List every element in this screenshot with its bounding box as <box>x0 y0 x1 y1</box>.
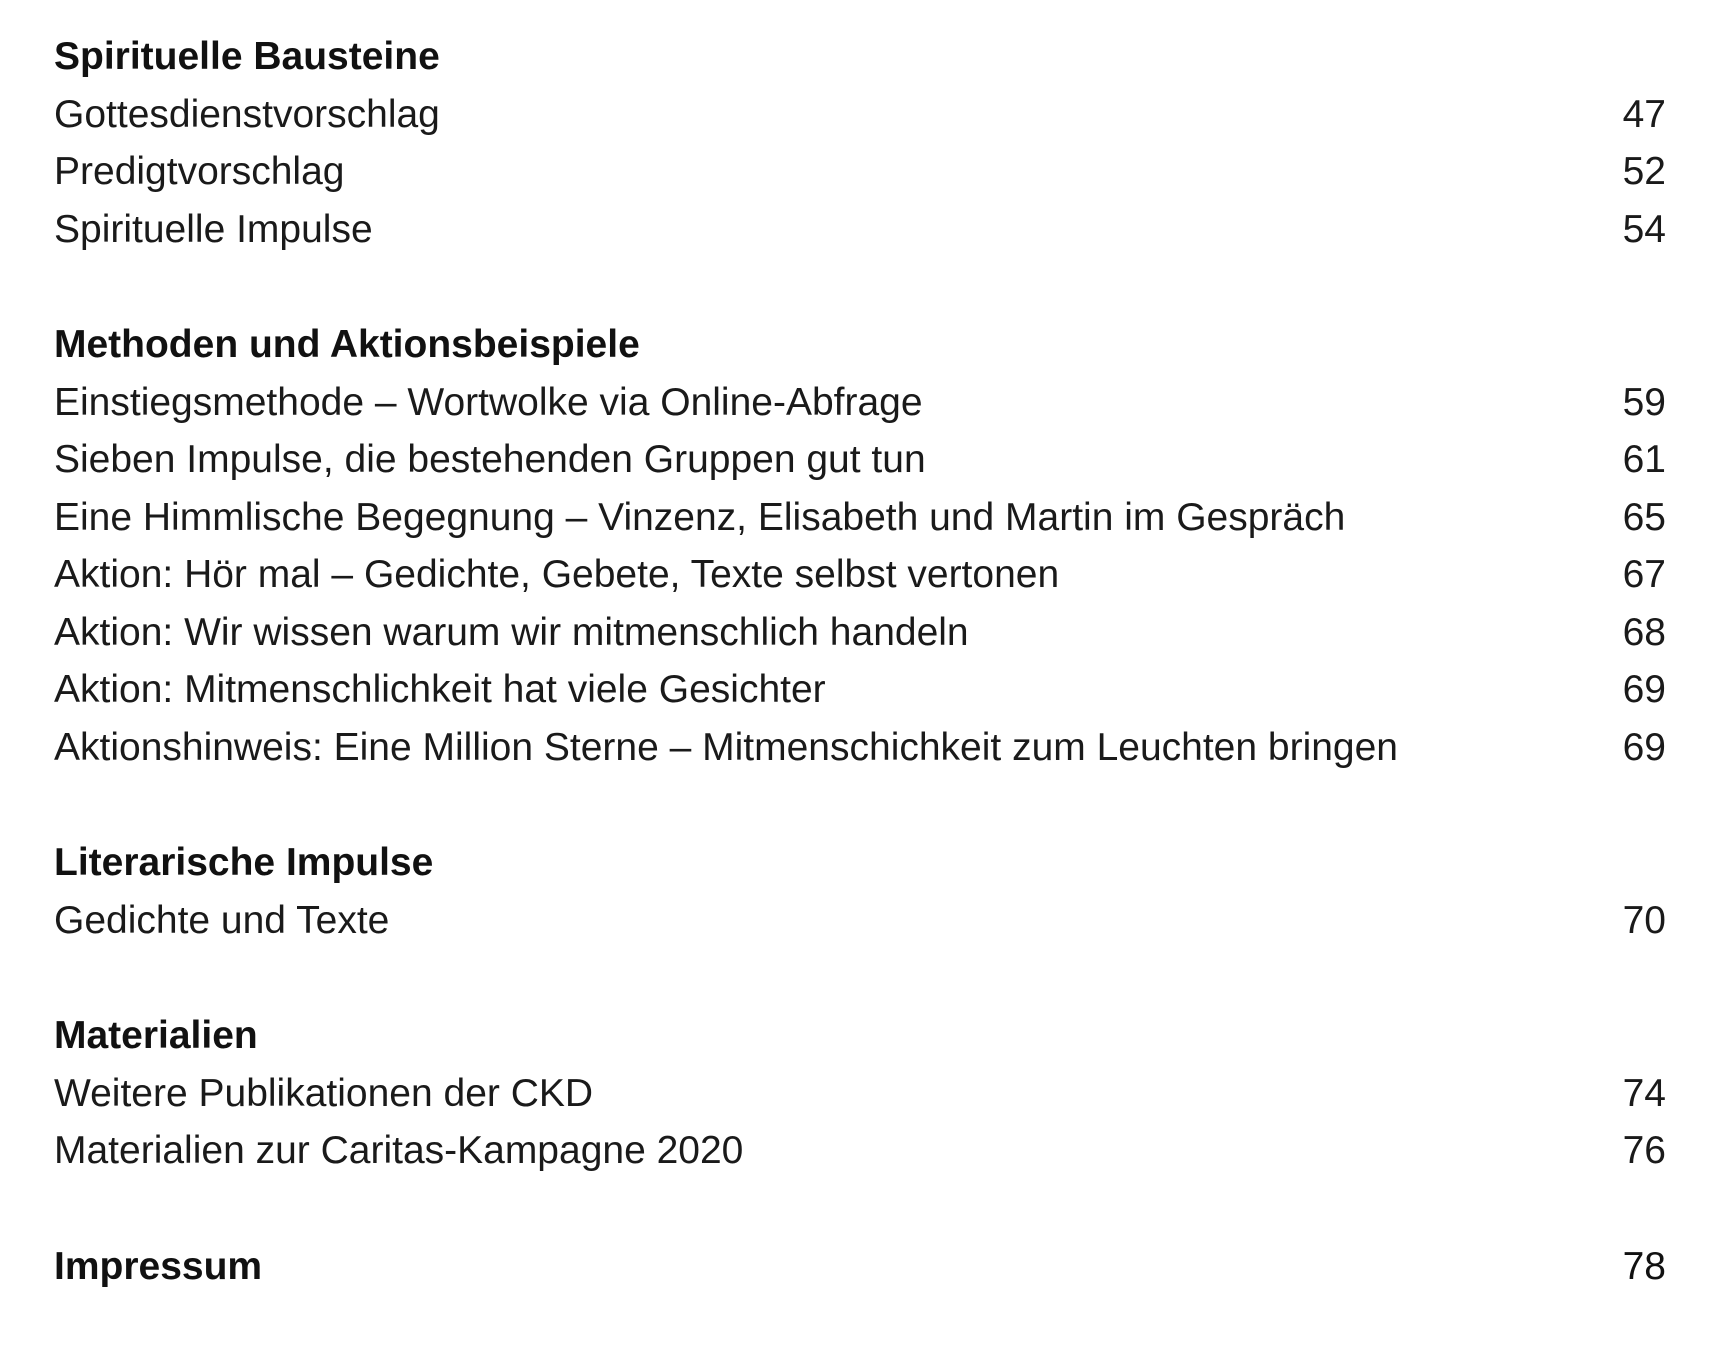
toc-entry[interactable] <box>54 201 1666 259</box>
toc-entry-page: 68 <box>1622 610 1666 654</box>
toc-entry-title: Predigtvorschlag <box>54 150 345 193</box>
section-heading-label: Literarische Impulse <box>54 841 434 884</box>
section-heading-label: Spirituelle Bausteine <box>54 35 440 78</box>
toc-entry-page: 54 <box>1622 207 1666 251</box>
toc-entry-title: Eine Himmlische Begegnung – Vinzenz, Elisabeth und Martin im Gespräch <box>54 495 1346 539</box>
toc-entry-title: Gottesdienstvorschlag <box>54 92 440 136</box>
toc-entry[interactable] <box>54 546 1666 604</box>
toc-entry-page: 76 <box>1622 1129 1666 1172</box>
toc-entry-title: Sieben Impulse, die bestehenden Gruppen gut tun <box>54 438 926 481</box>
section-heading-label: Impressum <box>54 1244 263 1288</box>
toc-section-literarische-impulse <box>54 834 1666 949</box>
toc-entry-title: Aktionshinweis: Eine Million Sterne – Mitmenschichkeit zum Leuchten bringen <box>54 725 1398 769</box>
toc-section-impressum <box>54 1238 1666 1296</box>
toc-entry[interactable] <box>54 86 1666 144</box>
toc-section-materialien <box>54 1007 1666 1180</box>
section-heading-label: Materialien <box>54 1014 258 1057</box>
toc-entry-page: 74 <box>1622 1071 1666 1115</box>
toc-entry[interactable] <box>54 661 1666 719</box>
section-heading <box>54 28 1666 86</box>
toc-entry-page: 69 <box>1622 668 1666 711</box>
toc-section-spirituelle-bausteine <box>54 28 1666 258</box>
toc-entry[interactable] <box>54 1065 1666 1123</box>
toc-entry-page: 70 <box>1622 898 1666 942</box>
toc-entry-title: Aktion: Hör mal – Gedichte, Gebete, Texte selbst vertonen <box>54 553 1060 596</box>
toc-entry-title: Materialien zur Caritas-Kampagne 2020 <box>54 1129 744 1172</box>
toc-entry-page: 61 <box>1622 438 1666 481</box>
toc-entry-title: Aktion: Mitmenschlichkeit hat viele Gesichter <box>54 668 826 711</box>
toc-entry-page: 47 <box>1622 92 1666 136</box>
toc-entry-page: 67 <box>1622 553 1666 596</box>
toc-entry-title: Aktion: Wir wissen warum wir mitmenschlich handeln <box>54 610 969 654</box>
toc-entry-page: 65 <box>1622 495 1666 539</box>
toc-entry[interactable] <box>54 719 1666 777</box>
toc-entry[interactable] <box>54 604 1666 662</box>
section-heading <box>54 316 1666 374</box>
toc-entry-page: 52 <box>1622 150 1666 193</box>
toc-entry-title: Weitere Publikationen der CKD <box>54 1071 594 1115</box>
toc-entry[interactable] <box>54 431 1666 489</box>
toc-entry-page: 69 <box>1622 725 1666 769</box>
section-heading-label: Methoden und Aktionsbeispiele <box>54 323 640 366</box>
section-heading <box>54 1007 1666 1065</box>
toc-entry[interactable] <box>54 489 1666 547</box>
toc-entry-title: Spirituelle Impulse <box>54 207 373 251</box>
toc-entry-title: Einstiegsmethode – Wortwolke via Online-Abfrage <box>54 380 923 424</box>
toc-entry-title: Gedichte und Texte <box>54 898 390 942</box>
table-of-contents <box>54 28 1666 1353</box>
toc-section-methoden <box>54 316 1666 776</box>
toc-entry-page: 59 <box>1622 380 1666 424</box>
section-heading <box>54 834 1666 892</box>
toc-entry[interactable] <box>54 374 1666 432</box>
toc-entry-impressum[interactable] <box>54 1238 1666 1296</box>
toc-entry[interactable] <box>54 892 1666 950</box>
toc-entry[interactable] <box>54 1122 1666 1180</box>
toc-entry-page: 78 <box>1622 1244 1666 1288</box>
toc-entry[interactable] <box>54 143 1666 201</box>
